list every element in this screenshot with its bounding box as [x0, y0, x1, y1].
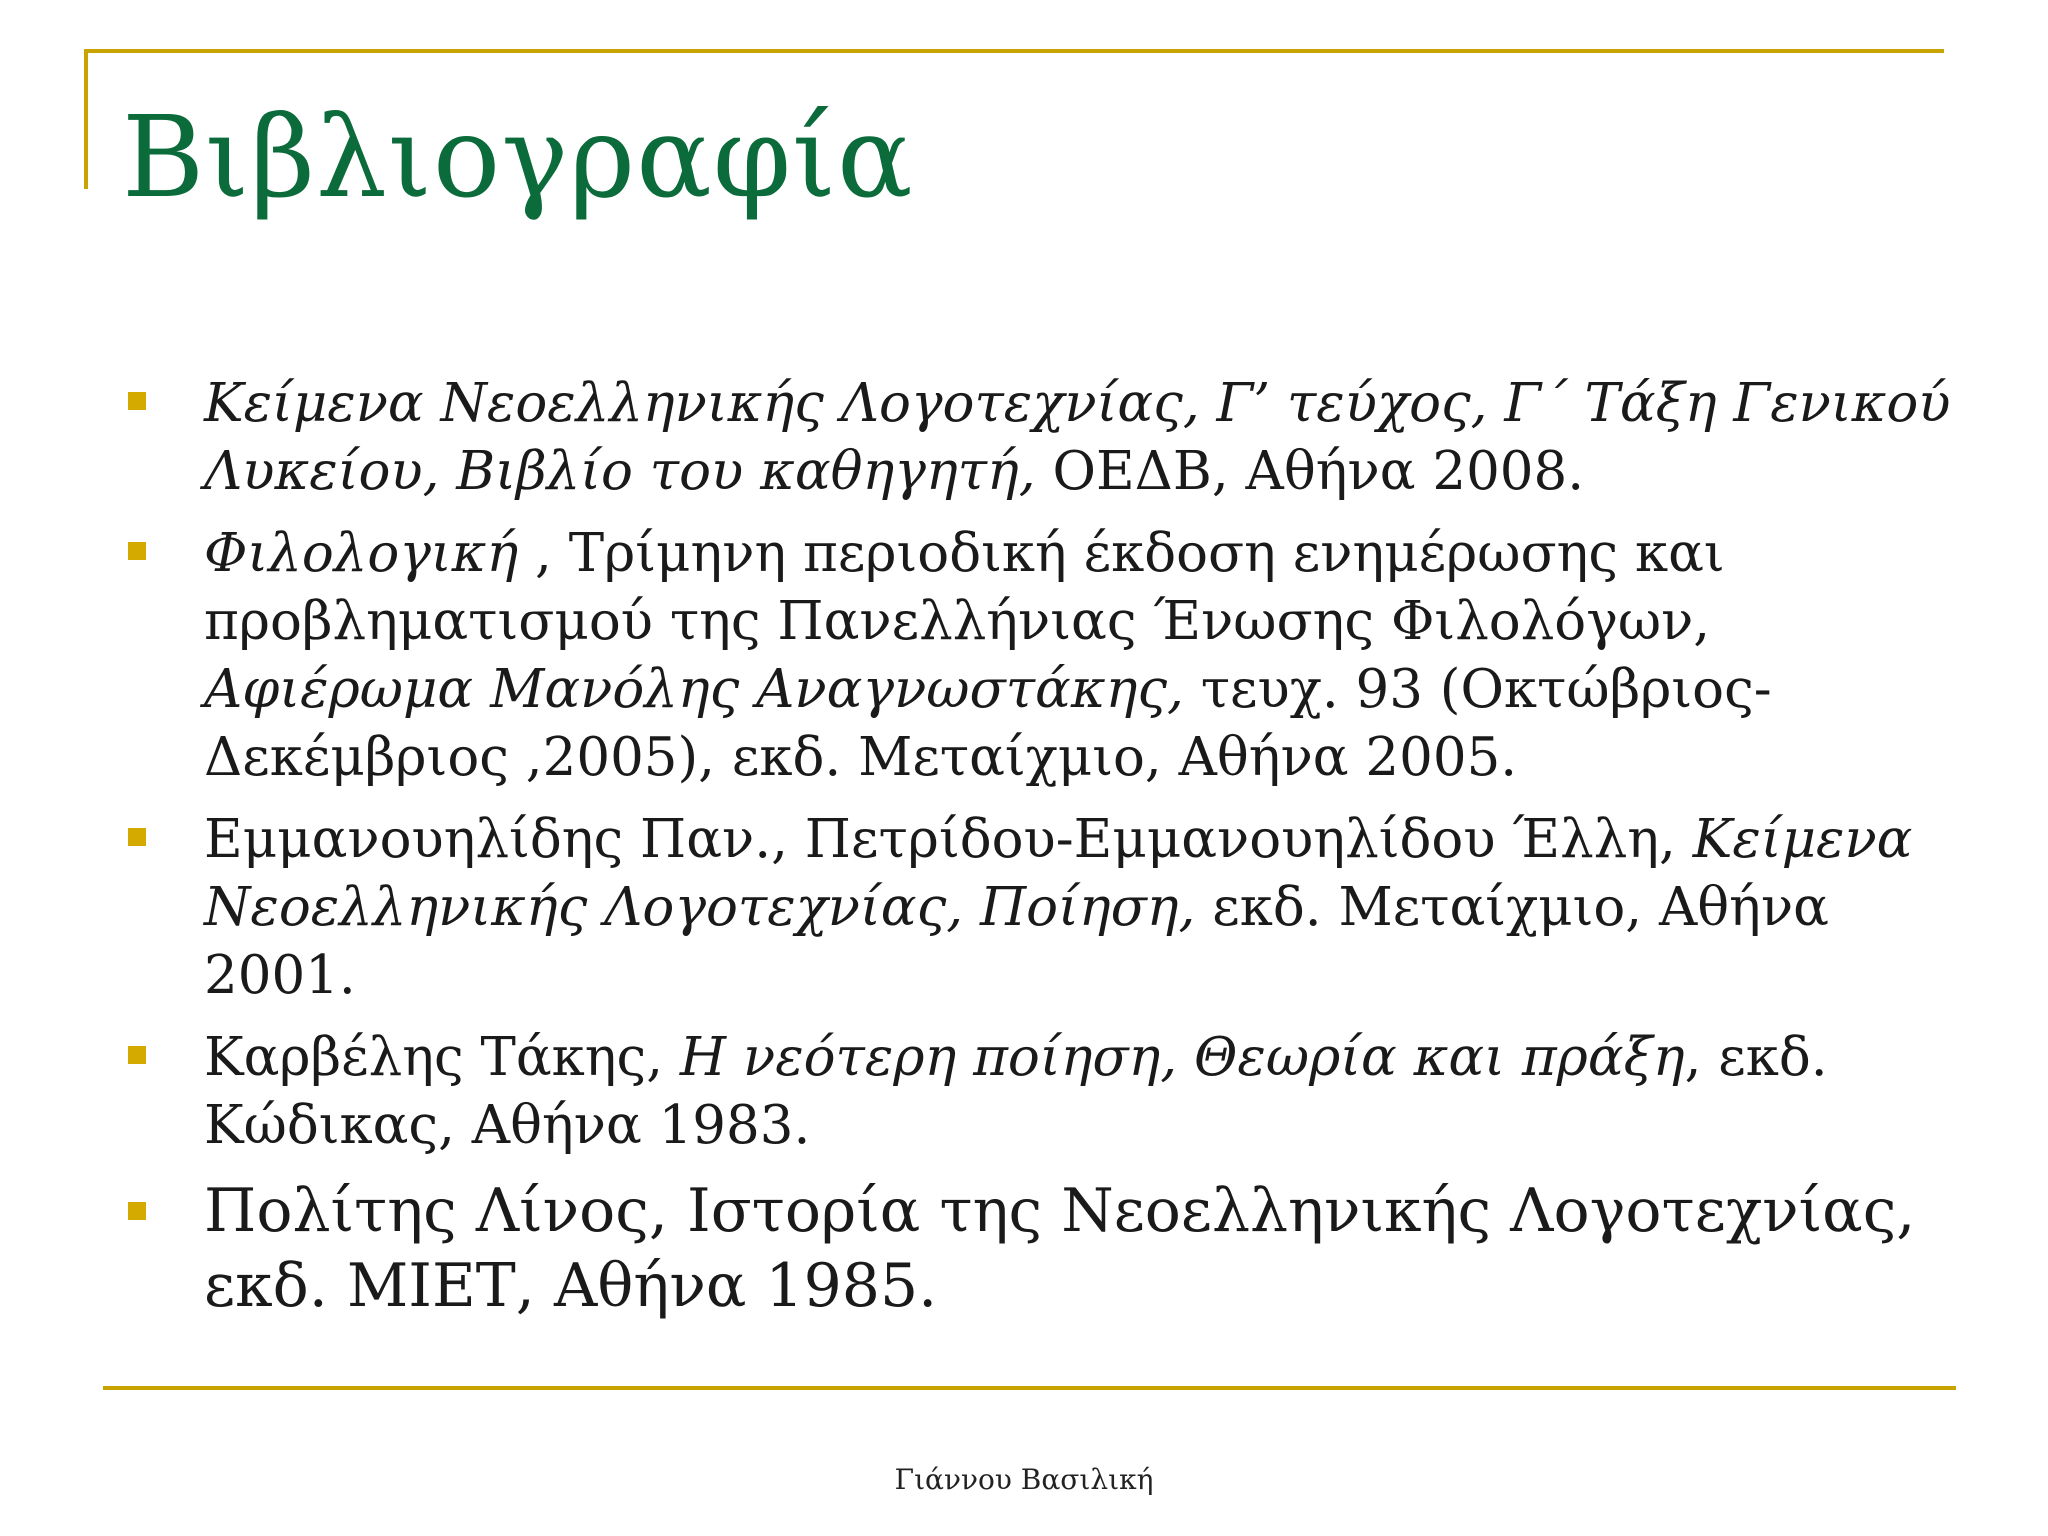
item-text: Πολίτης Λίνος, Ιστορία της Νεοελληνικής Λογοτεχνίας, εκδ. ΜΙΕΤ, Αθήνα 1985. — [204, 1176, 1916, 1321]
list-item — [124, 1174, 1954, 1324]
left-divider — [84, 49, 88, 189]
list-item — [124, 370, 1954, 506]
item-text-italic: Φιλολογική — [204, 523, 519, 584]
item-text: Καρβέλης Τάκης, — [204, 1027, 680, 1088]
list-item — [124, 806, 1954, 1010]
item-text: ΟΕΔΒ, Αθήνα 2008. — [1035, 441, 1585, 502]
bottom-divider — [103, 1386, 1956, 1390]
list-item — [124, 1024, 1954, 1160]
footer-author: Γιάννου Βασιλική — [894, 1463, 1154, 1496]
item-text: , εκδ. Κώδικας, Αθήνα 1983. — [204, 1027, 1828, 1156]
item-text: Εμμανουηλίδης Παν., Πετρίδου-Εμμανουηλίδου Έλλη, — [204, 809, 1693, 870]
square-bullet-icon — [128, 392, 146, 410]
bibliography-list — [124, 370, 1954, 1338]
square-bullet-icon — [128, 1202, 146, 1220]
item-text-italic: Κείμενα Νεοελληνικής Λογοτεχνίας, Γ’ τεύχος, Γ΄ Τάξη Γενικού Λυκείου, Βιβλίο του καθηγητή, — [204, 373, 1951, 502]
square-bullet-icon — [128, 542, 146, 560]
item-text-italic: Η νεότερη ποίηση, Θεωρία και πράξη — [679, 1027, 1685, 1088]
item-text-italic: Κείμενα Νεοελληνικής Λογοτεχνίας, Ποίηση, — [204, 809, 1913, 938]
square-bullet-icon — [128, 828, 146, 846]
list-item — [124, 520, 1954, 792]
item-text: , Τρίμηνη περιοδική έκδοση ενημέρωσης και προβληματισμού της Πανελλήνιας Ένωσης Φιλολόγων, — [204, 523, 1725, 652]
top-divider — [84, 49, 1944, 53]
item-text: τευχ. 93 (Οκτώβριος-Δεκέμβριος ,2005), εκδ. Μεταίχμιο, Αθήνα 2005. — [204, 659, 1772, 788]
square-bullet-icon — [128, 1046, 146, 1064]
item-text: εκδ. Μεταίχμιο, Αθήνα 2001. — [204, 877, 1829, 1006]
slide-title: Βιβλιογραφία — [122, 93, 914, 223]
item-text-italic: Αφιέρωμα Μανόλης Αναγνωστάκης, — [204, 659, 1184, 720]
